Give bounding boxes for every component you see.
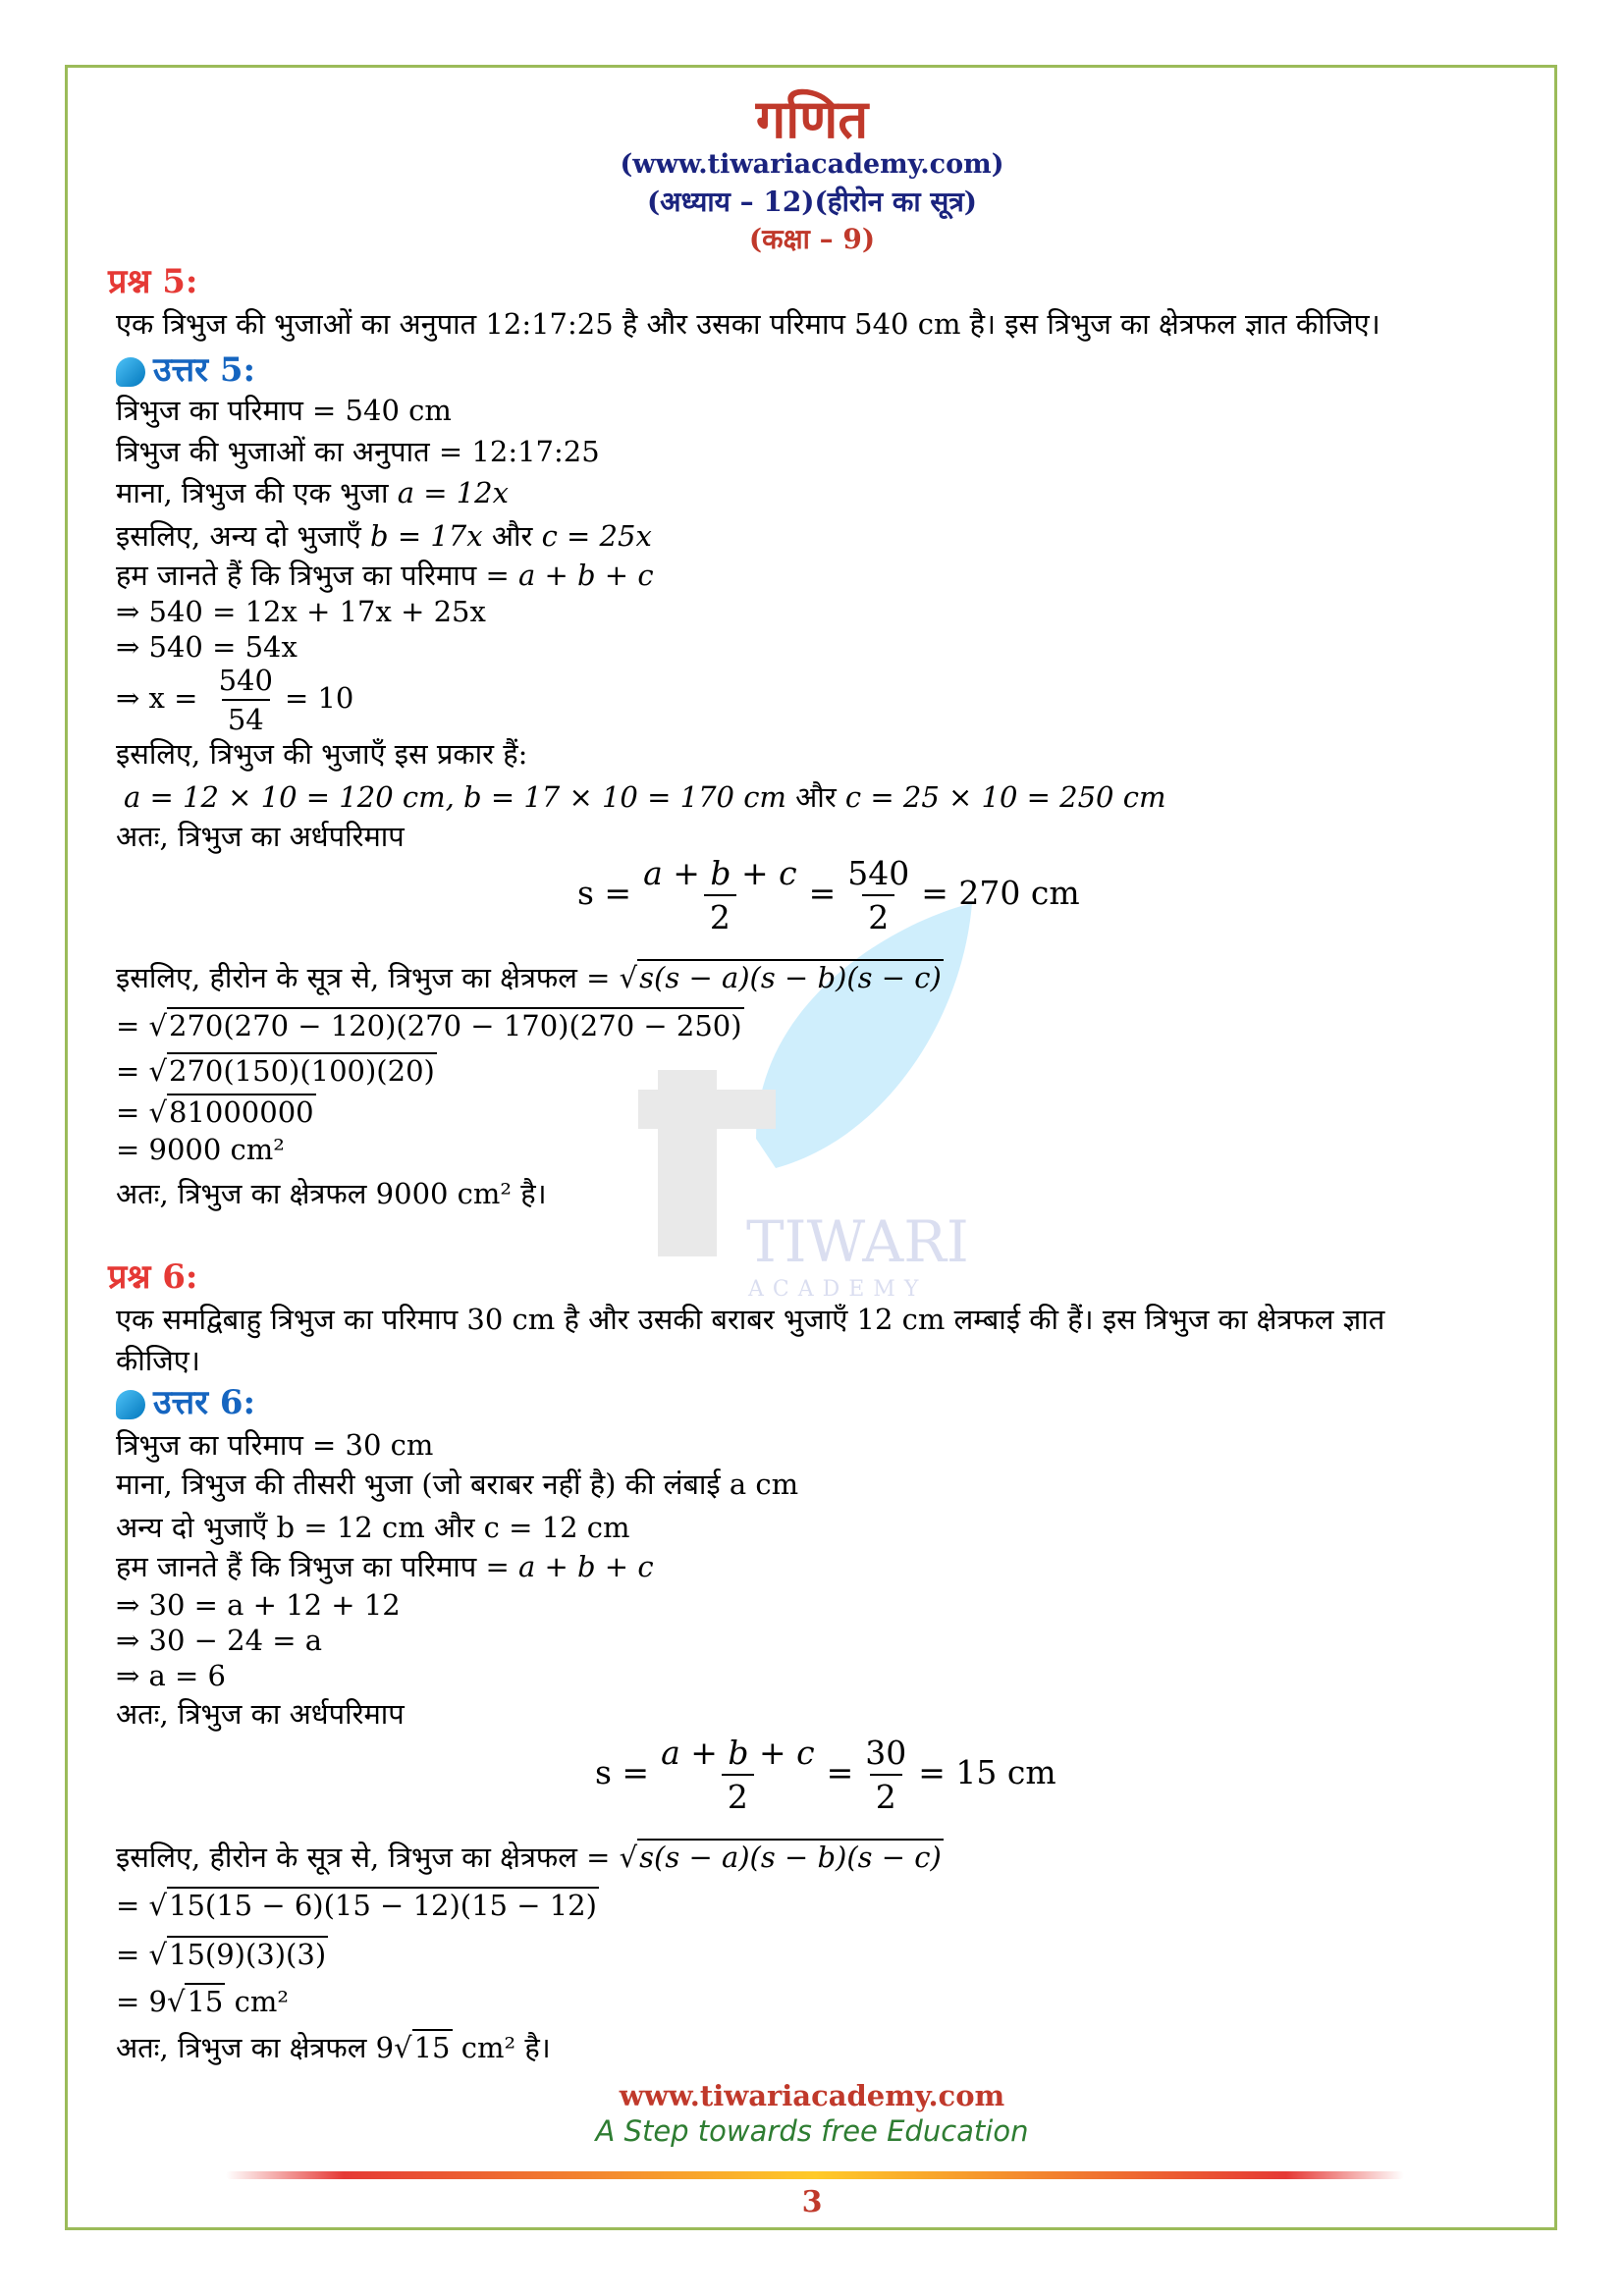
pen-icon: [116, 1390, 145, 1419]
a5-line-4-and: और: [482, 519, 542, 553]
class-label: (कक्षा – 9): [748, 223, 876, 255]
a5-line-9: इसलिए, त्रिभुज की भुजाएँ इस प्रकार हैं:: [116, 737, 528, 771]
a6-heron-3-radicand: 15(9)(3)(3): [169, 1938, 327, 1971]
a5-heron-3-radicand: 270(150)(100)(20): [169, 1054, 435, 1088]
a5-sides-ab: a = 12 × 10 = 120 cm, b = 17 × 10 = 170 cm: [124, 780, 786, 814]
question-5-heading: प्रश्न 5:: [108, 262, 198, 301]
a6-heron-1: [116, 1838, 944, 1876]
watermark-letters: TIWARI: [746, 1208, 969, 1275]
a5-line-10: [124, 777, 1165, 816]
a5-heron-3: [116, 1054, 437, 1088]
a5-line-3-text: माना, त्रिभुज की एक भुजा: [116, 476, 398, 509]
a5-heron-2-eq: = √: [116, 1009, 167, 1042]
a6-s-den1: 2: [722, 1774, 754, 1816]
a6-heron-1-radicand: s(s − a)(s − b)(s − c): [639, 1841, 942, 1874]
a6-conclusion: [116, 2028, 551, 2066]
a5-s-frac-2: [841, 854, 915, 936]
a6-conclusion-radicand: 15: [413, 2031, 451, 2064]
question-6-text-2: कीजिए।: [116, 1344, 200, 1377]
a5-line-3: [116, 473, 509, 511]
a5-s-den2: 2: [862, 894, 894, 936]
a6-heron-4-radicand: 15: [187, 1985, 224, 2018]
page-number: 3: [801, 2185, 823, 2219]
a6-heron-3: [116, 1938, 328, 1971]
a5-s-den1: 2: [704, 894, 736, 936]
a6-line-4-math: a + b + c: [518, 1550, 654, 1583]
a5-s-eq: =: [808, 874, 837, 912]
a6-heron-4: [116, 1985, 289, 2018]
footer-tagline: A Step towards free Education: [595, 2114, 1029, 2148]
a6-line-5: ⇒ 30 = a + 12 + 12: [116, 1588, 401, 1622]
a6-s-eq: =: [826, 1753, 854, 1791]
t-bar: [638, 1090, 776, 1129]
a6-s-frac-2: [859, 1734, 912, 1816]
a6-heron-3-eq: = √: [116, 1938, 167, 1971]
footer-divider: [226, 2171, 1404, 2179]
a5-line-1: त्रिभुज का परिमाप = 540 cm: [116, 394, 452, 427]
a5-heron-2-radicand: 270(270 − 120)(270 − 170)(270 − 250): [169, 1009, 742, 1042]
a5-line-4-text: इसलिए, अन्य दो भुजाएँ: [116, 519, 371, 553]
a6-heron-1-text: इसलिए, हीरोन के सूत्र से, त्रिभुज का क्षेत्रफल = √: [116, 1841, 638, 1874]
chapter-label: (अध्याय – 12)(हीरोन का सूत्र): [646, 186, 978, 218]
a5-s-lhs: s =: [577, 874, 632, 912]
a6-line-7: ⇒ a = 6: [116, 1659, 226, 1692]
a6-heron-2-radicand: 15(15 − 6)(15 − 12)(15 − 12): [169, 1889, 597, 1922]
header-site-link[interactable]: (www.tiwariacademy.com): [620, 149, 1004, 180]
question-5-text: एक त्रिभुज की भुजाओं का अनुपात 12:17:25 है और उसका परिमाप 540 cm है। इस त्रिभुज का क्षेत्रफल ज्ञात कीजिए।: [116, 307, 1380, 341]
a5-line-4: [116, 516, 652, 555]
a6-heron-2: [116, 1889, 599, 1922]
a6-line-4-text: हम जानते हैं कि त्रिभुज का परिमाप =: [116, 1550, 518, 1583]
a5-s-num1: a + b + c: [643, 854, 797, 892]
a5-conclusion: अतः, त्रिभुज का क्षेत्रफल 9000 cm² है।: [116, 1177, 547, 1210]
a6-line-6: ⇒ 30 − 24 = a: [116, 1624, 323, 1657]
a6-s-rhs: = 15 cm: [918, 1753, 1056, 1791]
a5-line-4-b: b = 17x: [370, 519, 483, 553]
a5-heron-2: [116, 1009, 744, 1042]
question-6-text-1: एक समद्विबाहु त्रिभुज का परिमाप 30 cm है और उसकी बराबर भुजाएँ 12 cm लम्बाई की हैं। इस त्रिभुज का क्षेत्रफल ज्ञात: [116, 1303, 1385, 1336]
a6-s-den2: 2: [870, 1774, 902, 1816]
a5-s-rhs: = 270 cm: [921, 874, 1080, 912]
page-title: गणित: [755, 87, 869, 150]
a6-s-lhs: s =: [595, 1753, 650, 1791]
a6-conclusion-text: अतः, त्रिभुज का क्षेत्रफल 9√: [116, 2031, 412, 2064]
leaf-shape: [756, 903, 972, 1168]
a6-line-8: अतः, त्रिभुज का अर्धपरिमाप: [116, 1697, 405, 1731]
a5-line-5-text: हम जानते हैं कि त्रिभुज का परिमाप =: [116, 559, 518, 592]
footer-site-link[interactable]: www.tiwariacademy.com: [619, 2079, 1005, 2112]
a5-x-num: 540: [218, 664, 273, 697]
a6-conclusion-unit: cm² है।: [452, 2031, 551, 2064]
a6-heron-4-unit: cm²: [225, 1985, 289, 2018]
watermark-sub: ACADEMY: [748, 1277, 928, 1302]
a5-heron-4-radicand: 81000000: [169, 1095, 314, 1129]
a6-heron-4-eq: = 9√: [116, 1985, 186, 2018]
pen-icon: [116, 357, 145, 387]
a5-x-rhs: = 10: [284, 681, 354, 715]
a5-heron-5: = 9000 cm²: [116, 1133, 285, 1166]
answer-5-heading: [116, 346, 255, 391]
a5-heron-3-eq: = √: [116, 1054, 167, 1088]
answer-6-label: उत्तर 6:: [153, 1383, 256, 1422]
a5-heron-1-radicand: s(s − a)(s − b)(s − c): [639, 961, 942, 994]
a5-x-den: 54: [222, 699, 270, 736]
a6-s-num2: 30: [865, 1734, 907, 1772]
a5-line-5-math: a + b + c: [518, 559, 654, 592]
answer-5-label: उत्तर 5:: [153, 350, 256, 390]
a5-line-5: [116, 556, 654, 594]
answer-6-heading: [116, 1378, 255, 1423]
a5-s-frac-1: [637, 854, 803, 936]
a6-line-2: माना, त्रिभुज की तीसरी भुजा (जो बराबर नहीं है) की लंबाई a cm: [116, 1468, 799, 1501]
a5-heron-1-text: इसलिए, हीरोन के सूत्र से, त्रिभुज का क्षेत्रफल = √: [116, 961, 638, 994]
a6-line-1: त्रिभुज का परिमाप = 30 cm: [116, 1428, 434, 1462]
a6-s-frac-1: [655, 1734, 821, 1816]
a6-s-num1: a + b + c: [661, 1734, 815, 1772]
a5-line-11: अतः, त्रिभुज का अर्धपरिमाप: [116, 820, 405, 853]
a5-x-lhs: ⇒ x =: [116, 681, 207, 715]
a5-line-6: ⇒ 540 = 12x + 17x + 25x: [116, 595, 486, 628]
a5-heron-4-eq: = √: [116, 1095, 167, 1129]
a5-semi-perimeter: [577, 854, 1080, 936]
a5-x-fraction: [213, 664, 279, 736]
a6-line-4: [116, 1547, 654, 1585]
a5-heron-1: [116, 958, 944, 996]
a6-heron-2-eq: = √: [116, 1889, 167, 1922]
a5-line-2: त्रिभुज की भुजाओं का अनुपात = 12:17:25: [116, 435, 600, 468]
a5-line-3-math: a = 12x: [397, 476, 509, 509]
question-6-heading: प्रश्न 6:: [108, 1257, 198, 1297]
a6-line-3: अन्य दो भुजाएँ b = 12 cm और c = 12 cm: [116, 1511, 630, 1544]
a5-line-8: [116, 664, 353, 736]
a5-sides-c: c = 25 × 10 = 250 cm: [844, 780, 1166, 814]
a5-line-7: ⇒ 540 = 54x: [116, 630, 298, 664]
a5-heron-4: [116, 1095, 316, 1129]
a5-s-num2: 540: [847, 854, 910, 892]
a5-sides-and: और: [785, 780, 845, 814]
a5-line-4-c: c = 25x: [541, 519, 652, 553]
a6-semi-perimeter: [595, 1734, 1056, 1816]
